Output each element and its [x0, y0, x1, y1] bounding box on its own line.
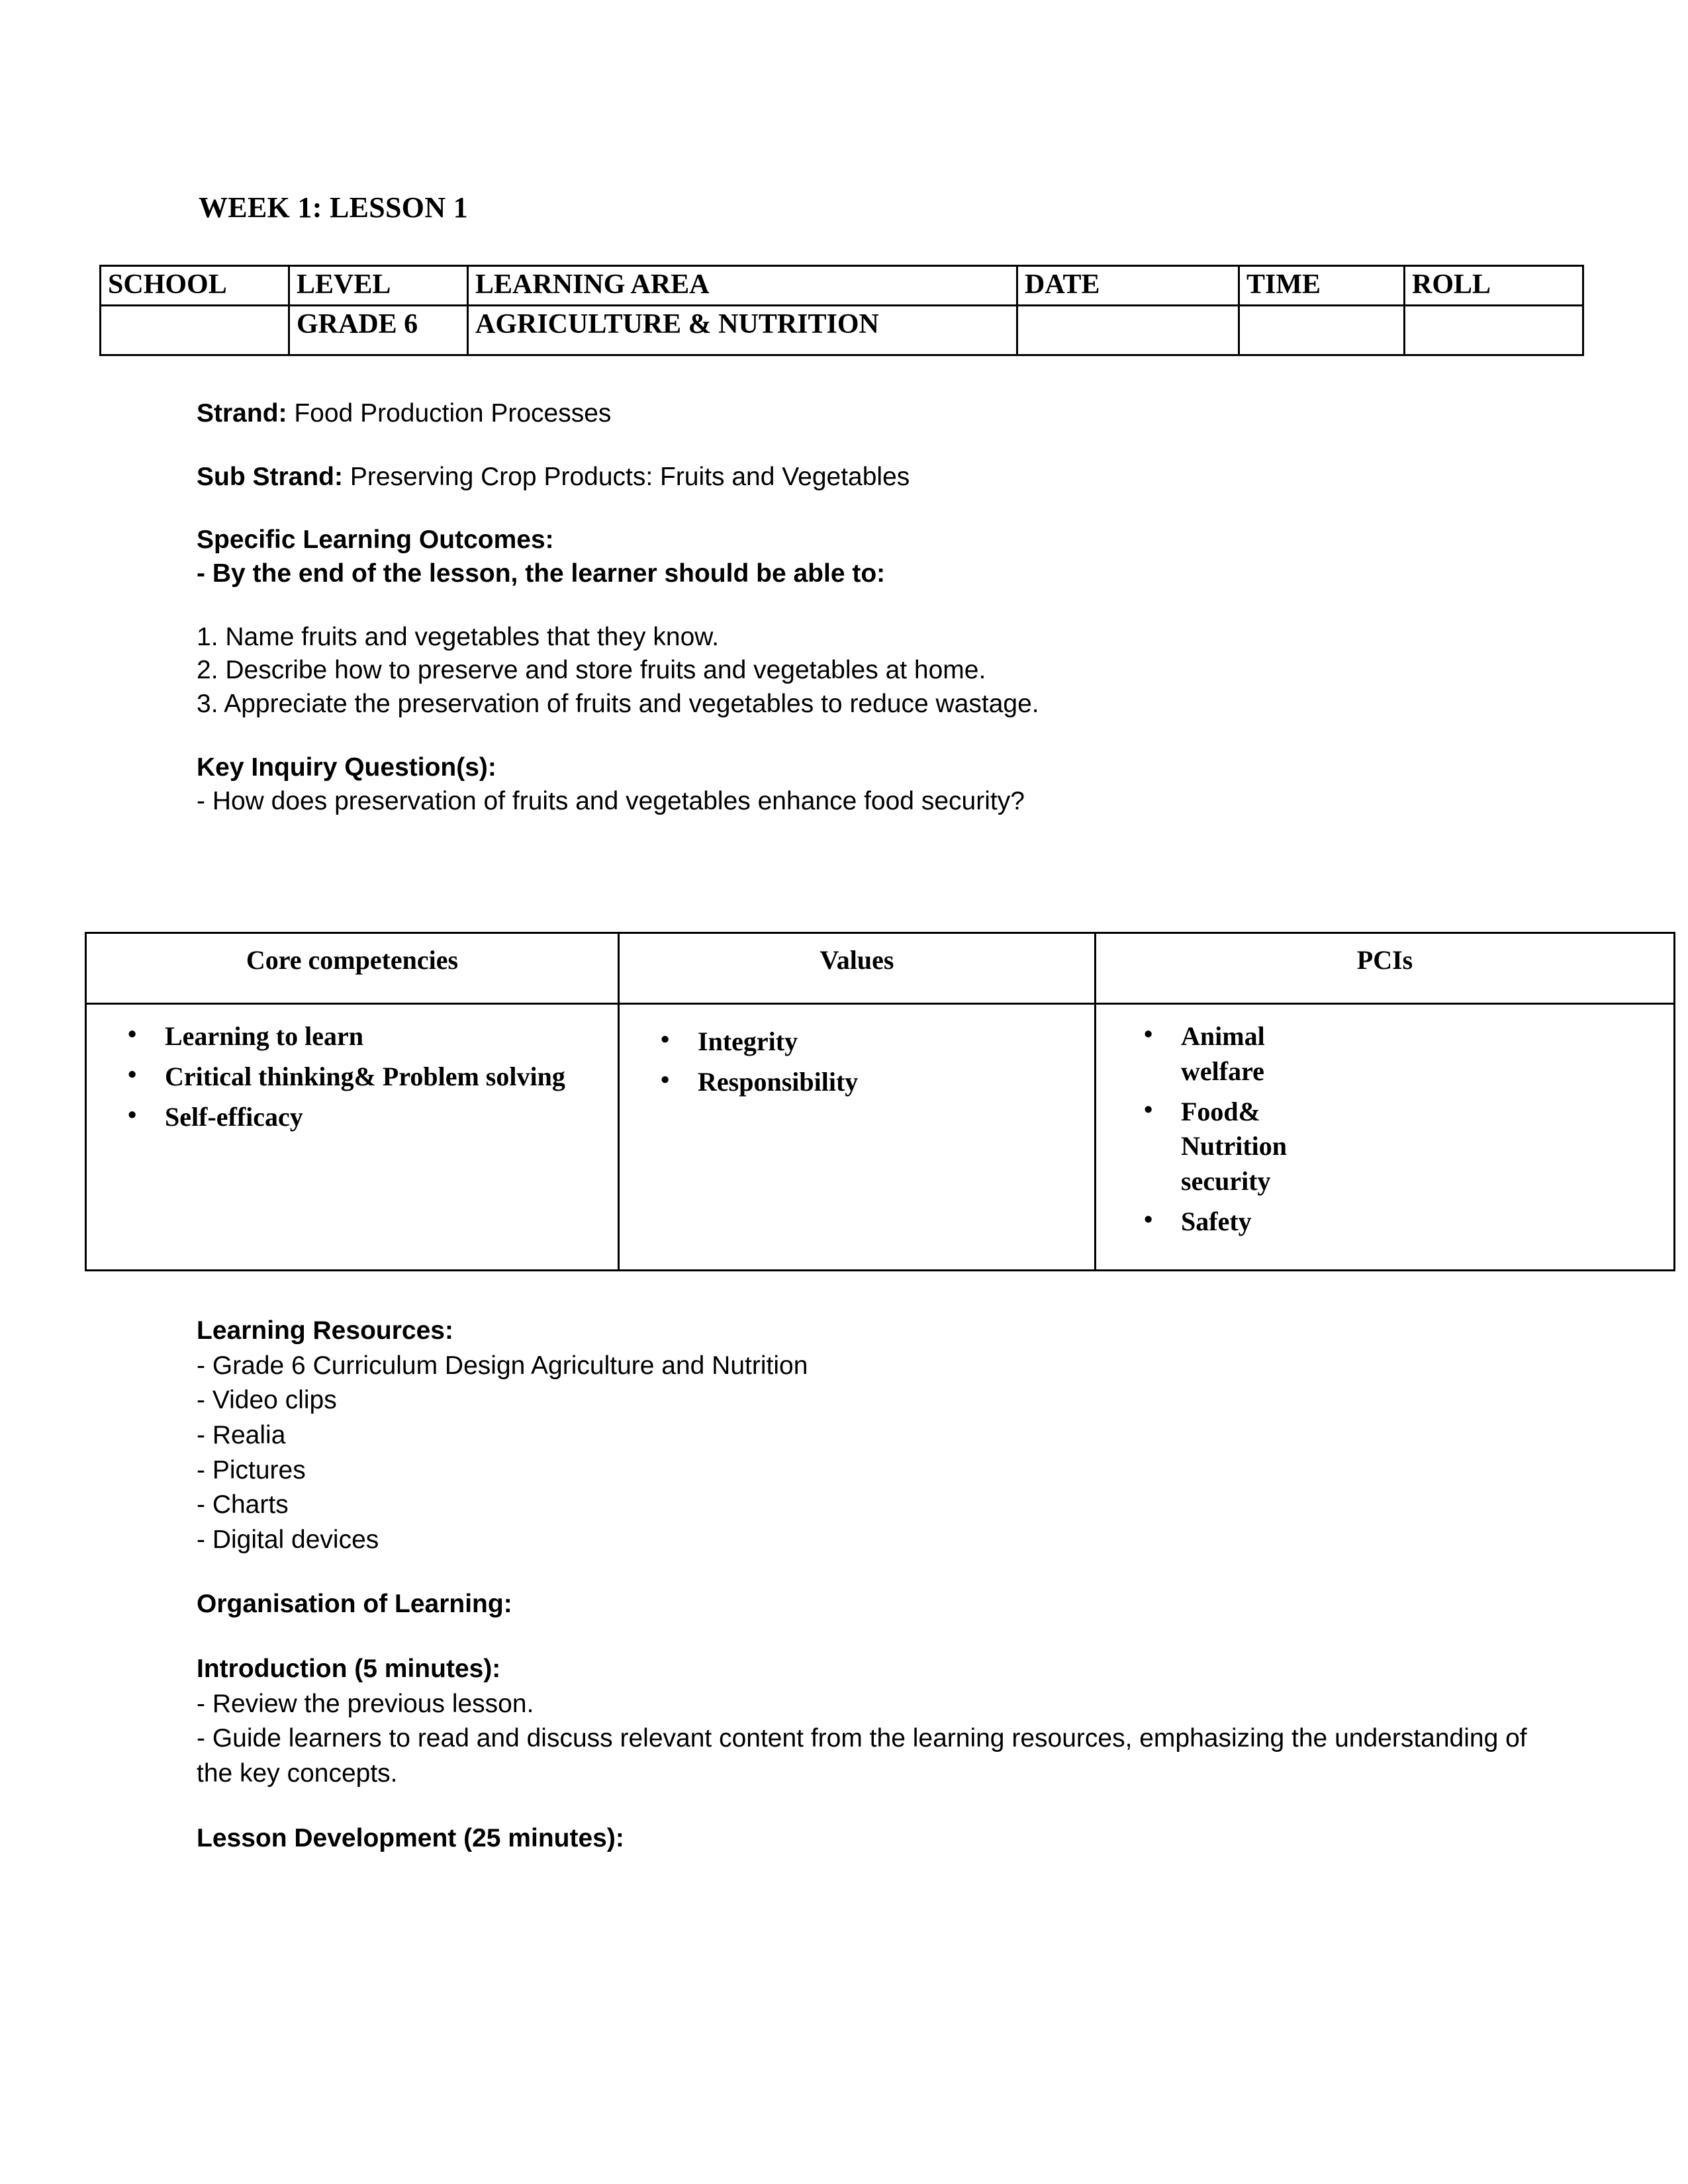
column-header-learning-area: LEARNING AREA: [468, 266, 1017, 306]
introduction-heading: Introduction (5 minutes):: [197, 1655, 501, 1684]
cell-school[interactable]: [101, 306, 289, 355]
table-row-headers: [86, 933, 1675, 1004]
learning-resources-heading: Learning Resources:: [197, 1316, 453, 1345]
column-header-roll: ROLL: [1405, 266, 1583, 306]
learning-resource-item: - Pictures: [197, 1455, 306, 1484]
cell-roll[interactable]: [1405, 306, 1583, 355]
sub-strand-label: Sub Strand:: [197, 462, 343, 491]
cell-core-competencies: [86, 1004, 619, 1271]
cell-date[interactable]: [1017, 306, 1239, 355]
column-header-school: SCHOOL: [101, 266, 289, 306]
sub-strand-line: [197, 461, 1514, 494]
column-header-core-competencies: Core competencies: [86, 933, 619, 1004]
organisation-of-learning-heading: Organisation of Learning:: [197, 1590, 512, 1619]
learning-resource-item: - Realia: [197, 1420, 286, 1449]
learning-resource-item: - Digital devices: [197, 1525, 379, 1554]
learning-resource-item: - Grade 6 Curriculum Design Agriculture and Nutrition: [197, 1351, 808, 1380]
column-header-date: DATE: [1017, 266, 1239, 306]
core-competencies-list: [87, 1019, 618, 1134]
cell-learning-area[interactable]: AGRICULTURE & NUTRITION: [468, 306, 1017, 355]
lesson-development-heading: Lesson Development (25 minutes):: [197, 1823, 624, 1852]
strand-line: [197, 397, 1514, 431]
key-inquiry-question: - How does preservation of fruits and vegetables enhance food security?: [197, 786, 1025, 815]
introduction-item: - Guide learners to read and discuss relevant content from the learning resources, emphasizing the understanding of the key concepts.: [197, 1724, 1527, 1788]
table-row: [101, 306, 1583, 355]
list-item: • Safety: [1181, 1205, 1362, 1240]
column-header-values: Values: [619, 933, 1096, 1004]
column-header-pcis: PCIs: [1096, 933, 1675, 1004]
list-item: • Food& Nutrition security: [1181, 1095, 1362, 1199]
cell-pcis: [1096, 1004, 1675, 1271]
cell-values: [619, 1004, 1096, 1271]
introduction-item: - Review the previous lesson.: [197, 1689, 534, 1718]
key-inquiry-heading: Key Inquiry Question(s):: [197, 752, 496, 782]
column-header-level: LEVEL: [289, 266, 468, 306]
lesson-header-table: [99, 265, 1582, 356]
list-item: • Learning to learn: [165, 1019, 618, 1054]
list-item: • Responsibility: [698, 1065, 1094, 1100]
competency-table: [85, 932, 1673, 1271]
list-item: • Animal welfare: [1181, 1019, 1362, 1089]
cell-time[interactable]: [1239, 306, 1405, 355]
pcis-list: [1096, 1019, 1673, 1240]
cell-level[interactable]: GRADE 6: [289, 306, 468, 355]
table-row-headers: [101, 266, 1583, 306]
lesson-plan-body-section: [197, 1314, 1527, 1856]
list-item: • Critical thinking& Problem solving: [165, 1060, 618, 1095]
sub-strand-value: Preserving Crop Products: Fruits and Vegetables: [350, 462, 910, 491]
list-item: • Integrity: [698, 1024, 1094, 1060]
strand-value: Food Production Processes: [294, 399, 612, 428]
specific-learning-outcomes-subheading: - By the end of the lesson, the learner should be able to:: [197, 559, 886, 588]
learning-resource-item: - Charts: [197, 1490, 289, 1520]
lesson-details-section: [197, 397, 1514, 818]
values-list: [620, 1024, 1094, 1100]
learning-outcome-item-3: 3. Appreciate the preservation of fruits and vegetables to reduce wastage.: [197, 690, 1039, 719]
list-item: • Self-efficacy: [165, 1100, 618, 1135]
learning-outcome-item-1: 1. Name fruits and vegetables that they know.: [197, 622, 720, 651]
column-header-time: TIME: [1239, 266, 1405, 306]
page-title: WEEK 1: LESSON 1: [199, 191, 469, 224]
learning-outcome-item-2: 2. Describe how to preserve and store fruits and vegetables at home.: [197, 656, 986, 685]
table-row: [86, 1004, 1675, 1271]
strand-label: Strand:: [197, 399, 287, 428]
specific-learning-outcomes-heading: Specific Learning Outcomes:: [197, 525, 554, 555]
learning-resource-item: - Video clips: [197, 1386, 337, 1415]
